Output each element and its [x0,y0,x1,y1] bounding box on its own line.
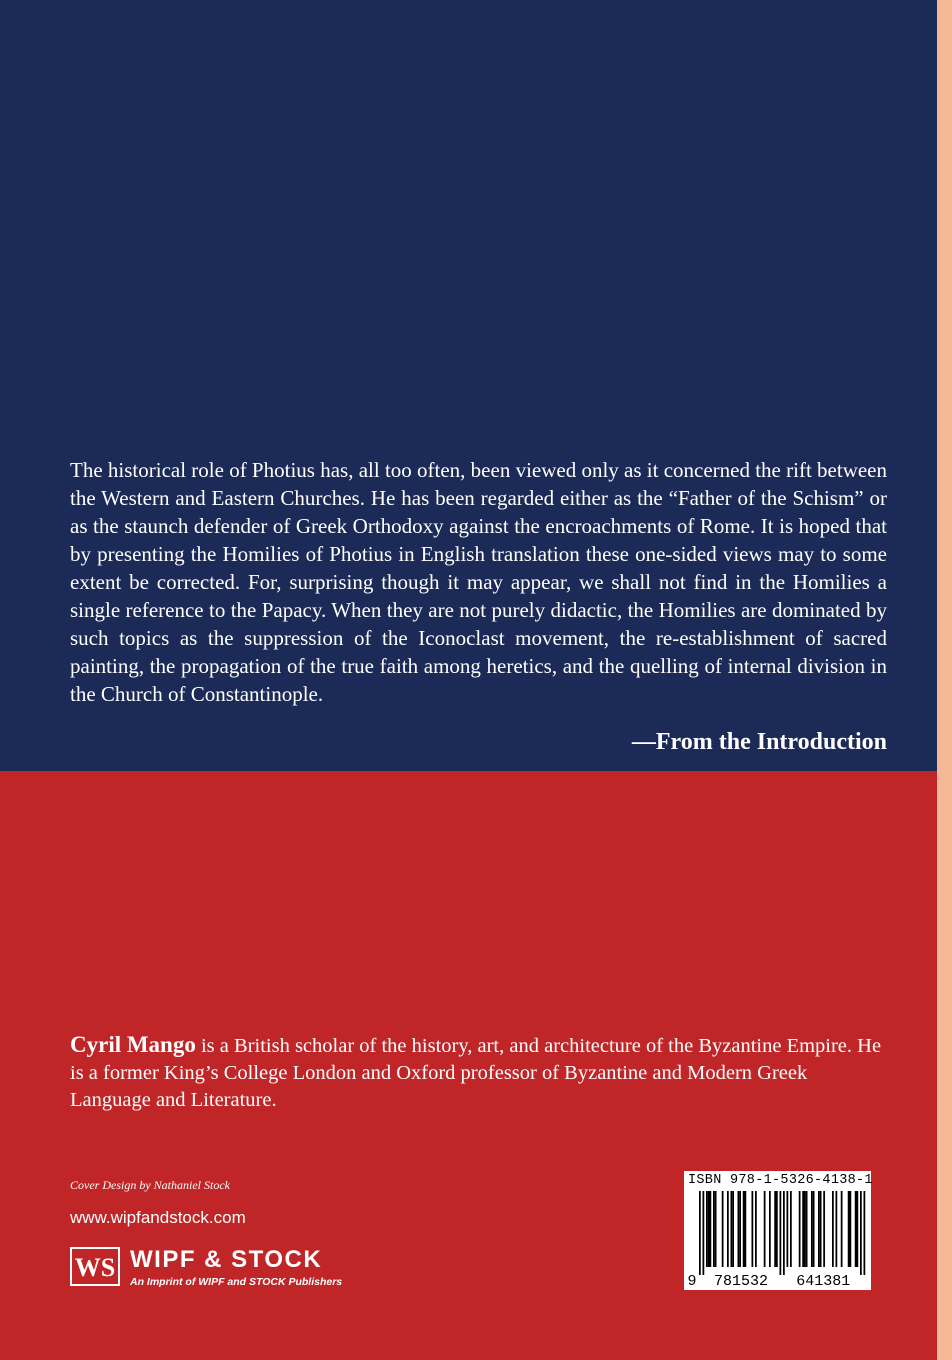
barcode-bar [713,1191,715,1267]
barcode-bar [864,1191,866,1275]
publisher-name: WIPF & STOCK [130,1246,323,1273]
barcode-bar [823,1191,825,1267]
barcode-bar [799,1191,801,1267]
publisher-website: www.wipfandstock.com [70,1208,246,1227]
blurb-attribution: —From the Introduction [631,729,887,755]
barcode-bars [686,1191,869,1288]
barcode-bar [857,1191,859,1267]
barcode-bar [811,1191,813,1267]
barcode-bar [708,1191,710,1267]
barcode-bar [818,1191,820,1267]
barcode-bar [787,1191,789,1267]
barcode-bar [732,1191,734,1267]
barcode-bar [850,1191,852,1267]
spine-strip [937,0,952,1360]
barcode-bar [820,1191,822,1267]
barcode-bar [710,1191,712,1267]
barcode-bar [764,1191,766,1267]
barcode-bar [855,1191,857,1267]
barcode-bar [743,1191,745,1267]
barcode-bar [722,1191,724,1267]
cover-design-credit: Cover Design by Nathaniel Stock [70,1178,230,1192]
barcode-bar [806,1191,808,1267]
barcode-bar [832,1191,834,1267]
barcode-bar [769,1191,771,1267]
blurb-text: The historical role of Photius has, all too often, been viewed only as it concerned the rift between the Western and Eastern Churches. He has been regarded either as the “Father of the Schism” or as the staunch defender of Greek Orthodoxy against the encroachments of Rome. It is hoped that by presenting the Homilies of Photius in English translation these one-sided views may to some extent be corrected. For, surprising though it may appear, we shall not find in the Homilies a single reference to the Papacy. When they are not purely didactic, the Homilies are dominated by such topics as the suppression of the Iconoclast movement, the re-establishment of sacred painting, the propagation of the true faith among heretics, and the quelling of internal division in the Church of Constantinople. [70,458,888,706]
isbn-label: ISBN 978-1-5326-4138-1 [688,1173,873,1188]
isbn-barcode [684,1171,871,1290]
publisher-logo-text: WS [74,1253,116,1282]
barcode-bar [745,1191,747,1267]
author-name: Cyril Mango [70,1032,196,1057]
barcode-bar [802,1191,804,1267]
barcode-bar [836,1191,838,1267]
barcode-bar [841,1191,843,1267]
barcode-bar [739,1191,741,1267]
barcode-bar [715,1191,717,1267]
barcode-bar [790,1191,792,1267]
barcode-bar [783,1191,785,1275]
author-bio [70,1031,890,1114]
author-bio-text: is a British scholar of the history, art, and architecture of the Byzantine Empire. He is a former King’s College London and Oxford professor of Byzantine and Modern Greek Language and Literature. [70,1035,882,1111]
publisher-imprint: An Imprint of WIPF and STOCK Publishers [130,1276,343,1288]
publisher-logo-icon [70,1247,120,1286]
barcode-bar [804,1191,806,1267]
barcode-digits: 641381 [796,1273,851,1288]
barcode-digits: 781532 [713,1273,769,1288]
barcode-bar [780,1191,782,1275]
barcode-bar [731,1191,733,1267]
barcode-bar [755,1191,757,1267]
barcode-bar [703,1191,705,1275]
barcode-bar [738,1191,740,1267]
barcode-bar [727,1191,729,1267]
barcode-digits: 9 [687,1273,697,1288]
barcode-bar [699,1191,701,1275]
barcode-bar [752,1191,754,1267]
barcode-bar [848,1191,850,1267]
barcode-bar [813,1191,815,1267]
barcode-bar [774,1191,776,1267]
barcode-bar [860,1191,862,1275]
barcode-bar [706,1191,708,1267]
barcode-bar [776,1191,778,1267]
